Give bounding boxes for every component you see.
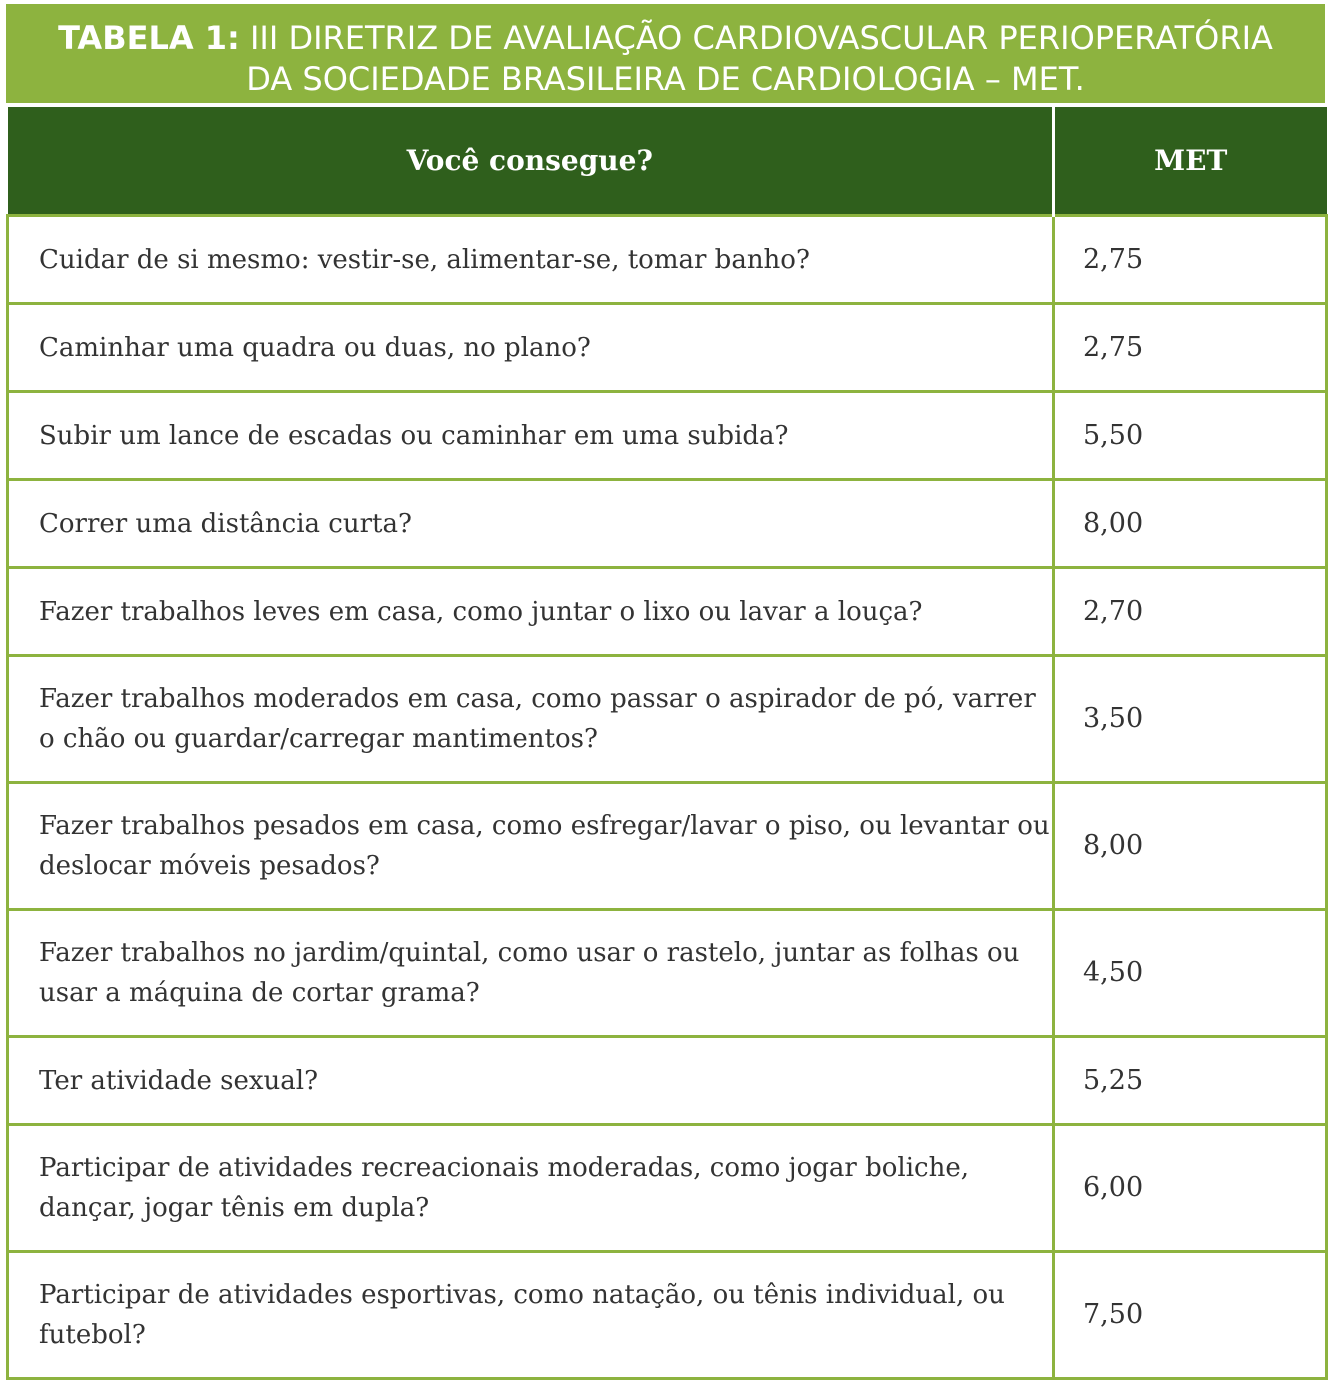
table-row bbox=[8, 568, 1327, 656]
question-cell: Fazer trabalhos leves em casa, como juntar o lixo ou lavar a louça? bbox=[8, 568, 1054, 656]
table-title-label: TABELA 1: bbox=[58, 19, 240, 57]
table-row bbox=[8, 216, 1327, 304]
met-cell: 2,75 bbox=[1054, 304, 1327, 392]
question-cell: Ter atividade sexual? bbox=[8, 1037, 1054, 1125]
question-cell: Caminhar uma quadra ou duas, no plano? bbox=[8, 304, 1054, 392]
met-table bbox=[6, 107, 1328, 1380]
met-cell: 7,50 bbox=[1054, 1252, 1327, 1379]
met-cell: 6,00 bbox=[1054, 1125, 1327, 1252]
question-cell: Correr uma distância curta? bbox=[8, 480, 1054, 568]
table-row bbox=[8, 910, 1327, 1037]
header-met: MET bbox=[1054, 107, 1327, 216]
question-cell: Fazer trabalhos moderados em casa, como passar o aspirador de pó, varrer o chão ou guardar/carregar mantimentos? bbox=[8, 656, 1054, 783]
table-title-line2: DA SOCIEDADE BRASILEIRA DE CARDIOLOGIA – MET. bbox=[246, 60, 1085, 98]
table-row bbox=[8, 783, 1327, 910]
question-cell: Fazer trabalhos no jardim/quintal, como usar o rastelo, juntar as folhas ou usar a máquina de cortar grama? bbox=[8, 910, 1054, 1037]
table-row bbox=[8, 392, 1327, 480]
header-question: Você consegue? bbox=[8, 107, 1054, 216]
document-page bbox=[6, 4, 1325, 1380]
table-row bbox=[8, 304, 1327, 392]
met-cell: 4,50 bbox=[1054, 910, 1327, 1037]
table-row bbox=[8, 480, 1327, 568]
table-row bbox=[8, 1125, 1327, 1252]
met-cell: 5,25 bbox=[1054, 1037, 1327, 1125]
met-cell: 8,00 bbox=[1054, 783, 1327, 910]
question-cell: Subir um lance de escadas ou caminhar em uma subida? bbox=[8, 392, 1054, 480]
met-cell: 3,50 bbox=[1054, 656, 1327, 783]
question-cell: Participar de atividades esportivas, como natação, ou tênis individual, ou futebol? bbox=[8, 1252, 1054, 1379]
question-cell: Cuidar de si mesmo: vestir-se, alimentar-se, tomar banho? bbox=[8, 216, 1054, 304]
table-row bbox=[8, 656, 1327, 783]
table-row bbox=[8, 1037, 1327, 1125]
table-header-row bbox=[8, 107, 1327, 216]
question-cell: Participar de atividades recreacionais moderadas, como jogar boliche, dançar, jogar tênis em dupla? bbox=[8, 1125, 1054, 1252]
met-cell: 2,75 bbox=[1054, 216, 1327, 304]
met-cell: 2,70 bbox=[1054, 568, 1327, 656]
met-cell: 8,00 bbox=[1054, 480, 1327, 568]
table-title bbox=[6, 4, 1325, 103]
met-cell: 5,50 bbox=[1054, 392, 1327, 480]
question-cell: Fazer trabalhos pesados em casa, como esfregar/lavar o piso, ou levantar ou deslocar móveis pesados? bbox=[8, 783, 1054, 910]
table-row bbox=[8, 1252, 1327, 1379]
table-title-line1: III DIRETRIZ DE AVALIAÇÃO CARDIOVASCULAR PERIOPERATÓRIA bbox=[239, 19, 1273, 57]
